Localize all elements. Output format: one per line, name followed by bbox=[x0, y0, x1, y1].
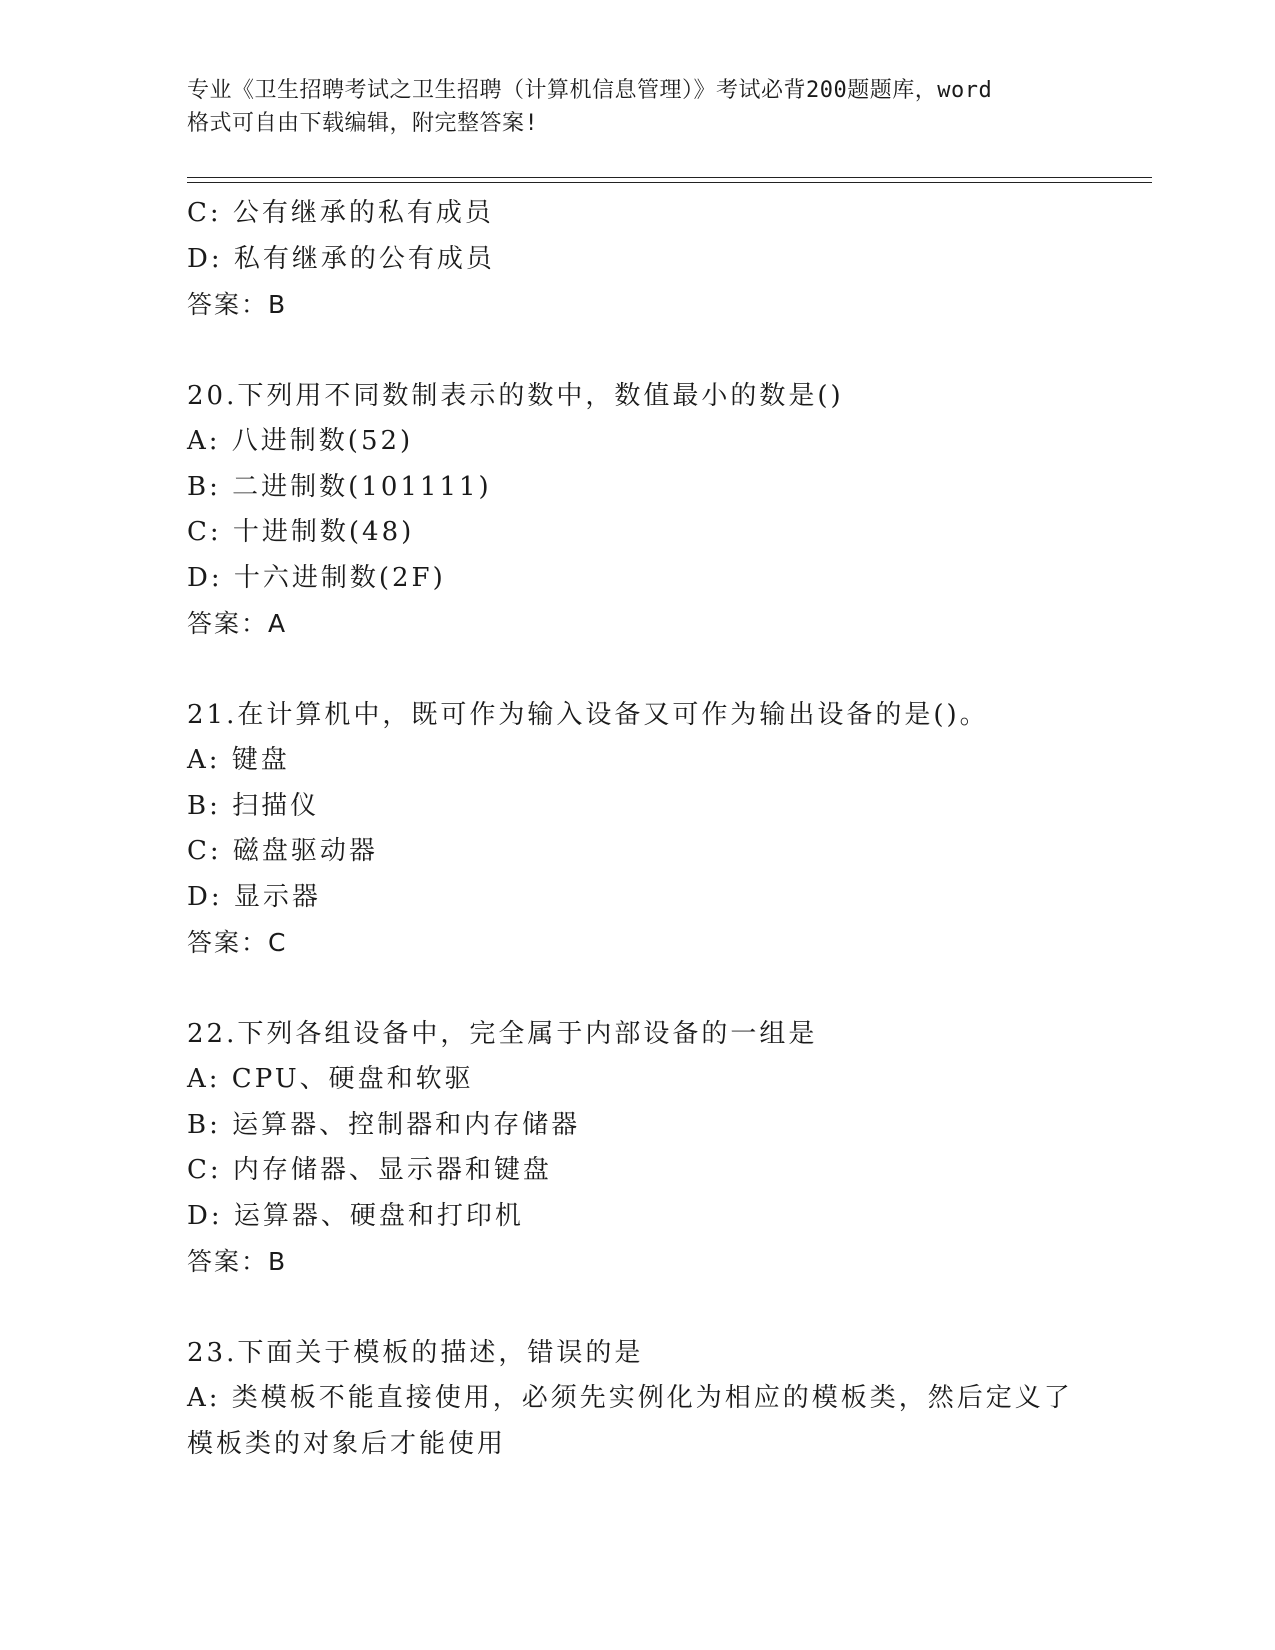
question-block-23 bbox=[187, 1331, 1107, 1468]
answer-line: 答案：B bbox=[187, 290, 288, 319]
option-b: B: 运算器、控制器和内存储器 bbox=[187, 1109, 581, 1140]
option-c: C: 内存储器、显示器和键盘 bbox=[187, 1155, 552, 1185]
question-block-prev bbox=[187, 191, 1107, 328]
option-c: C: 磁盘驱动器 bbox=[187, 836, 378, 866]
question-text: 20.下列用不同数制表示的数中，数值最小的数是() bbox=[187, 380, 844, 411]
header-divider-top bbox=[187, 177, 1152, 178]
option-b: B: 二进制数(101111) bbox=[187, 471, 492, 502]
option-c: C: 公有继承的私有成员 bbox=[187, 198, 494, 228]
spacer bbox=[187, 1285, 1107, 1331]
document-header bbox=[187, 74, 1087, 140]
question-block-22 bbox=[187, 1012, 1107, 1285]
header-line-2: 格式可自由下载编辑，附完整答案! bbox=[187, 111, 539, 136]
option-a: A: 键盘 bbox=[187, 745, 290, 775]
question-text: 21.在计算机中，既可作为输入设备又可作为输出设备的是()。 bbox=[187, 699, 989, 730]
option-a: A: CPU、硬盘和软驱 bbox=[187, 1064, 474, 1094]
option-a: A: 八进制数(52) bbox=[187, 426, 414, 456]
option-a: A: 类模板不能直接使用，必须先实例化为相应的模板类，然后定义了模板类的对象后才能使用 bbox=[187, 1383, 1073, 1459]
question-text: 23.下面关于模板的描述，错误的是 bbox=[187, 1337, 644, 1368]
question-text: 22.下列各组设备中，完全属于内部设备的一组是 bbox=[187, 1018, 818, 1049]
header-line-1: 专业《卫生招聘考试之卫生招聘（计算机信息管理）》考试必背200题题库，word bbox=[187, 78, 993, 103]
answer-line: 答案：A bbox=[187, 609, 288, 638]
answer-line: 答案：C bbox=[187, 928, 288, 957]
option-d: D: 显示器 bbox=[187, 881, 321, 912]
question-block-20 bbox=[187, 374, 1107, 647]
option-c: C: 十进制数(48) bbox=[187, 517, 415, 547]
answer-line: 答案：B bbox=[187, 1247, 288, 1276]
question-block-21 bbox=[187, 693, 1107, 966]
option-b: B: 扫描仪 bbox=[187, 790, 320, 821]
spacer bbox=[187, 328, 1107, 374]
option-d: D: 十六进制数(2F) bbox=[187, 562, 446, 593]
spacer bbox=[187, 647, 1107, 693]
question-list bbox=[187, 191, 1107, 1467]
option-d: D: 私有继承的公有成员 bbox=[187, 243, 495, 274]
spacer bbox=[187, 966, 1107, 1012]
option-d: D: 运算器、硬盘和打印机 bbox=[187, 1200, 524, 1231]
header-divider-bottom bbox=[187, 182, 1152, 183]
